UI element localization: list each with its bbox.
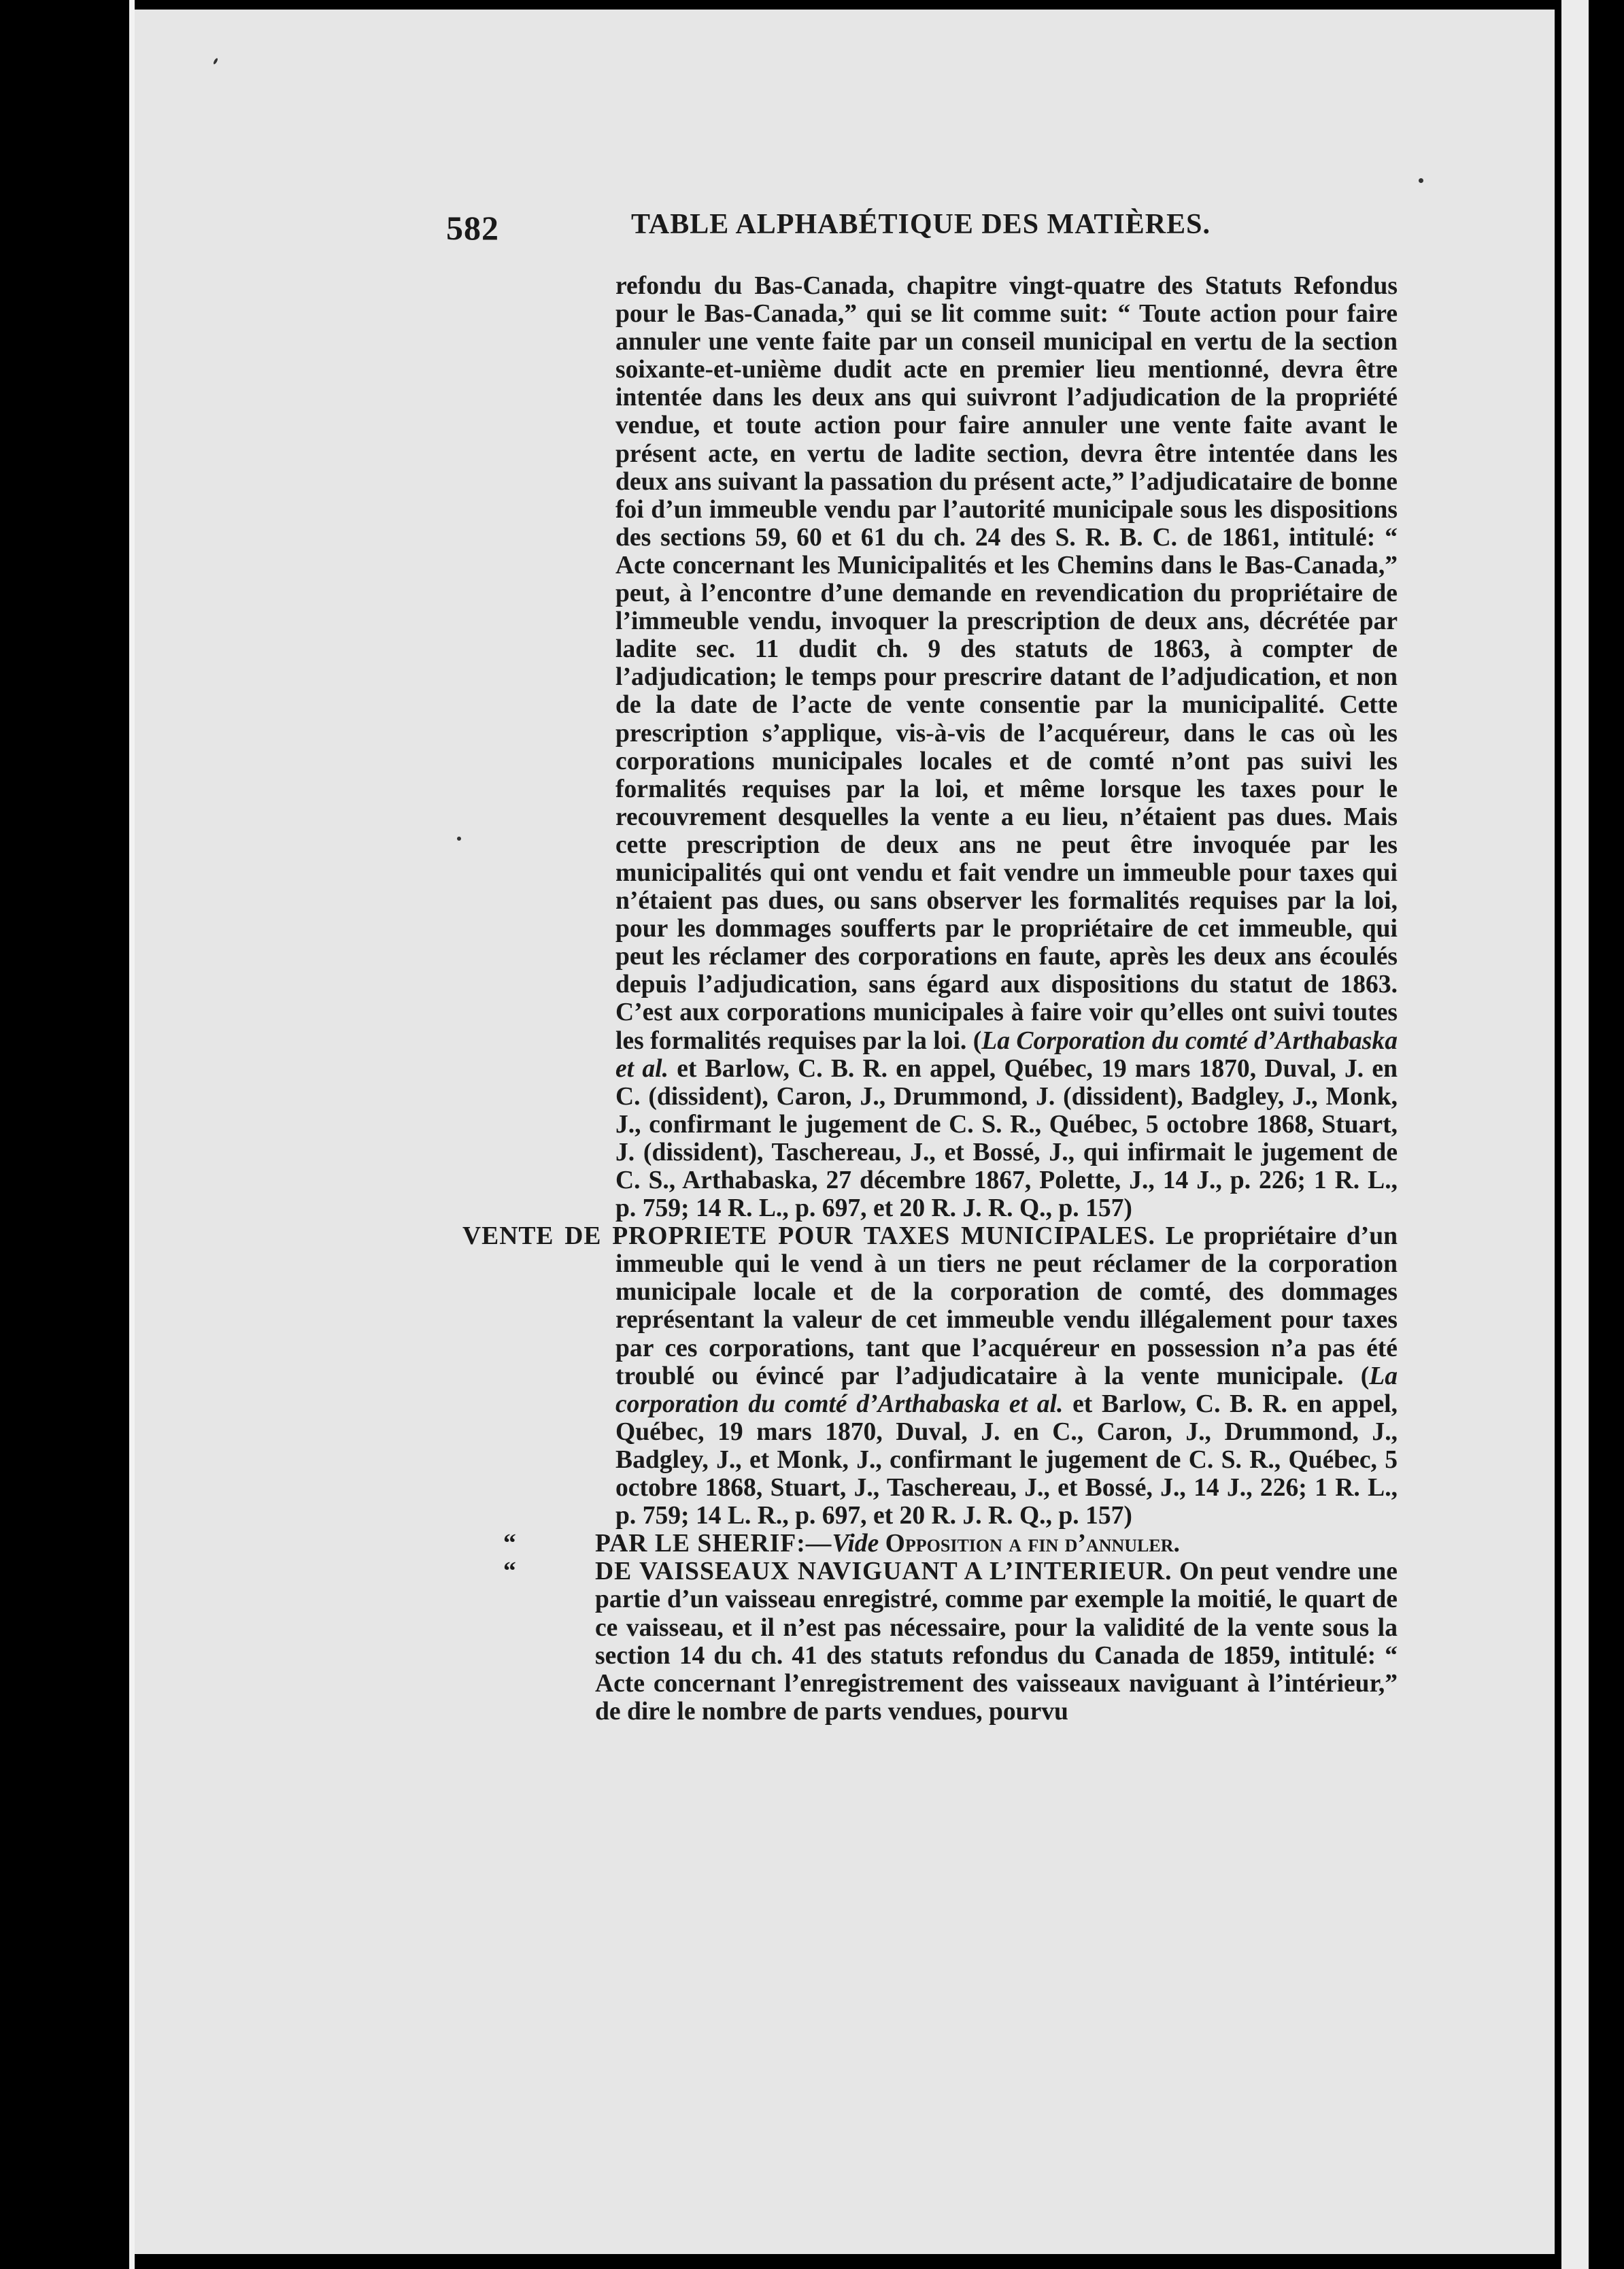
entry-vente-case-name: La corporation du comté d’Arthabaska et al. xyxy=(615,1362,1398,1418)
entry-sherif-reference: Opposition a fin d’annuler. xyxy=(885,1530,1180,1558)
ditto-mark: “ xyxy=(503,1530,516,1558)
scan-speck xyxy=(457,837,461,841)
scan-speck xyxy=(1419,178,1423,183)
running-head: TABLE ALPHABÉTIQUE DES MATIÈRES. xyxy=(631,209,1211,240)
ditto-mark: “ xyxy=(503,1558,516,1586)
entry-vente-text: Le propriétaire d’un immeuble qui le vend à un tiers ne peut réclamer de la corporation municipale locale et de la corporation de comté, des dommages représentant la valeur de cet immeuble vendu illégalement pour taxes par ces corporations, tant que l’acquéreur en possession n’a pas été troublé ou évincé par l’adjudicataire à la vente municipale. xyxy=(615,1222,1398,1390)
continued-entry: refondu du Bas-Canada, chapitre vingt-quatre des Statuts Refondus pour le Bas-Canada,” qui se lit comme suit: “ Toute action pour faire annuler une vente faite par un conseil municipal en vertu de la section soixante-et-unième dudit acte en premier lieu mentionné, devra être intentée dans les deux ans qui suivront l’adjudication de la propriété vendue, et toute action pour faire annuler une vente faite avant le présent acte, en vertu de ladite section, devra être intentée dans les deux ans suivant la passation du présent acte,” l’adjudicataire de bonne foi d’un immeuble vendu par l’autorité municipale sous les dispositions des sections 59, 60 et 61 du ch. 24 des S. R. B. C. de 1861, intitulé: “ Acte concernant les Municipalités et les Chemins dans le Bas-Canada,” peut, à l’encontre d’une demande en revendication du propriétaire de l’immeuble vendu, invoquer la prescription de deux ans, décrétée par ladite sec. 11 dudit ch. 9 des statuts de 1863, à compter de l’adjudication; le temps pour prescrire datant de l’adjudication, et non de la date de l’acte de vente consentie par la municipalité. Cette prescription s’applique, vis-à-vis de l’acquéreur, dans le cas où les corporations municipales locales et de comté n’ont pas suivi les formalités requises par la loi, et même lorsque les taxes pour le recouvrement desquelles la vente a eu lieu, n’étaient pas dues. Mais cette prescription de deux ans ne peut être invoquée par les municipalités qui ont vendu et fait vendre un immeuble pour taxes qui n’étaient pas dues, ou sans observer les formalités requises par la loi, pour les dommages soufferts par le propriétaire de cet immeuble, qui peut les réclamer des corporations en faute, après les deux ans écoulés depuis l’adjudication, sans égard aux dispositions du statut de 1863. C’est aux corporations municipales à faire voir qu’elles ont suivi toutes les formalités requises par la loi. (La Corporation du comté d’Arthabaska et al. et Barlow, C. B. R. en appel, Québec, 19 mars 1870, Duval, J. en C. (dissident), Caron, J., Drummond, J. (dissident), Badgley, J., Monk, J., confirmant le jugement de C. S. R., Québec, 5 octobre 1868, Stuart, J. (dissident), Taschereau, J., et Bossé, J., qui infirmait le jugement de C. S., Arthabaska, 27 décembre 1867, Polette, J., 14 J., p. 226; 1 R. L., p. 759; 14 R. L., p. 697, et 20 R. J. R. Q., p. 157) xyxy=(615,272,1398,1223)
index-body xyxy=(462,272,1398,1726)
continued-entry-citation: et Barlow, C. B. R. en appel, Québec, 19 mars 1870, Duval, J. en C. (dissident), Caron, J., Drummond, J. (dissident), Badgley, J., Monk, J., confirmant le jugement de C. S. R., Québec, 5 octobre 1868, Stuart, J. (dissident), Taschereau, J., et Bossé, J., qui infirmait le jugement de C. S., Arthabaska, 27 décembre 1867, Polette, J., 14 J., p. 226; 1 R. L., p. 759; 14 R. L., p. 697, et 20 R. J. R. Q., p. 157) xyxy=(615,1054,1398,1223)
entry-vaisseaux-heading: DE VAISSEAUX NAVIGUANT A L’INTERIEUR. xyxy=(595,1558,1172,1586)
entry-vaisseaux xyxy=(503,1558,1398,1726)
entry-vaisseaux-text: On peut vendre une partie d’un vaisseau enregistré, comme par exemple la moitié, le quart de ce vaisseau, et il n’est pas nécessaire, pour la validité de la vente sous la section 14 du ch. 41 des statuts refondus du Canada de 1859, intitulé: “ Acte concernant l’enregistrement des vaisseaux naviguant à l’intérieur,” de dire le nombre de parts vendues, pourvu xyxy=(595,1558,1398,1726)
entry-vente-citation: et Barlow, C. B. R. en appel, Québec, 19 mars 1870, Duval, J. en C., Caron, J., Drummond, J., Badgley, J., et Monk, J., confirmant le jugement de C. S. R., Québec, 5 octobre 1868, Stuart, J., Taschereau, J., et Bossé, J., 14 J., 226; 1 R. L., p. 759; 14 L. R., p. 697, et 20 R. J. R. Q., p. 157) xyxy=(615,1390,1398,1530)
continued-entry-case-name: La Corporation du comté d’Arthabaska et al. xyxy=(615,1026,1398,1083)
entry-vente-heading: VENTE DE PROPRIETE POUR TAXES MUNICIPALES. xyxy=(462,1222,1155,1251)
entry-sherif-vide: Vide xyxy=(832,1530,879,1558)
facing-page-edge xyxy=(1561,0,1589,2269)
entry-sherif-heading: PAR LE SHERIF:— xyxy=(595,1530,832,1558)
entry-par-le-sherif xyxy=(503,1530,1398,1558)
entry-vente-taxes: VENTE DE PROPRIETE POUR TAXES MUNICIPALES. Le propriétaire d’un immeuble qui le vend à un tiers ne peut réclamer de la corporation municipale locale et de la corporation de comté, des dommages représentant la valeur de cet immeuble vendu illégalement pour taxes par ces corporations, tant que l’acquéreur en possession n’a pas été troublé ou évincé par l’adjudicataire à la vente municipale. (La corporation du comté d’Arthabaska et al. et Barlow, C. B. R. en appel, Québec, 19 mars 1870, Duval, J. en C., Caron, J., Drummond, J., Badgley, J., et Monk, J., confirmant le jugement de C. S. R., Québec, 5 octobre 1868, Stuart, J., Taschereau, J., et Bossé, J., 14 J., 226; 1 R. L., p. 759; 14 L. R., p. 697, et 20 R. J. R. Q., p. 157) xyxy=(462,1222,1398,1530)
page-number: 582 xyxy=(446,209,499,247)
page-edge xyxy=(129,0,135,2269)
continued-entry-text: refondu du Bas-Canada, chapitre vingt-quatre des Statuts Refondus pour le Bas-Canada,” qui se lit comme suit: “ Toute action pour faire annuler une vente faite par un conseil municipal en vertu de la section soixante-et-unième dudit acte en premier lieu mentionné, devra être intentée dans les deux ans qui suivront l’adjudication de la propriété vendue, et toute action pour faire annuler une vente faite avant le présent acte, en vertu de ladite section, devra être intentée dans les deux ans suivant la passation du présent acte,” l’adjudicataire de bonne foi d’un immeuble vendu par l’autorité municipale sous les dispositions des sections 59, 60 et 61 du ch. 24 des S. R. B. C. de 1861, intitulé: “ Acte concernant les Municipalités et les Chemins dans le Bas-Canada,” peut, à l’encontre d’une demande en revendication du propriétaire de l’immeuble vendu, invoquer la prescription de deux ans, décrétée par ladite sec. 11 dudit ch. 9 des statuts de 1863, à compter de l’adjudication; le temps pour prescrire datant de l’adjudication, et non de la date de l’acte de vente consentie par la municipalité. Cette prescription s’applique, vis-à-vis de l’acquéreur, dans le cas où les corporations municipales locales et de comté n’ont pas suivi les formalités requises par la loi, et même lorsque les taxes pour le recouvrement desquelles la vente a eu lieu, n’étaient pas dues. Mais cette prescription de deux ans ne peut être invoquée par les municipalités qui ont vendu et fait vendre un immeuble pour taxes qui n’étaient pas dues, ou sans observer les formalités requises par la loi, pour les dommages soufferts par le propriétaire de cet immeuble, qui peut les réclamer des corporations en faute, après les deux ans écoulés depuis l’adjudication, sans égard aux dispositions du statut de 1863. C’est aux corporations municipales à faire voir qu’elles ont suivi toutes les formalités requises par la loi. xyxy=(615,272,1398,1055)
